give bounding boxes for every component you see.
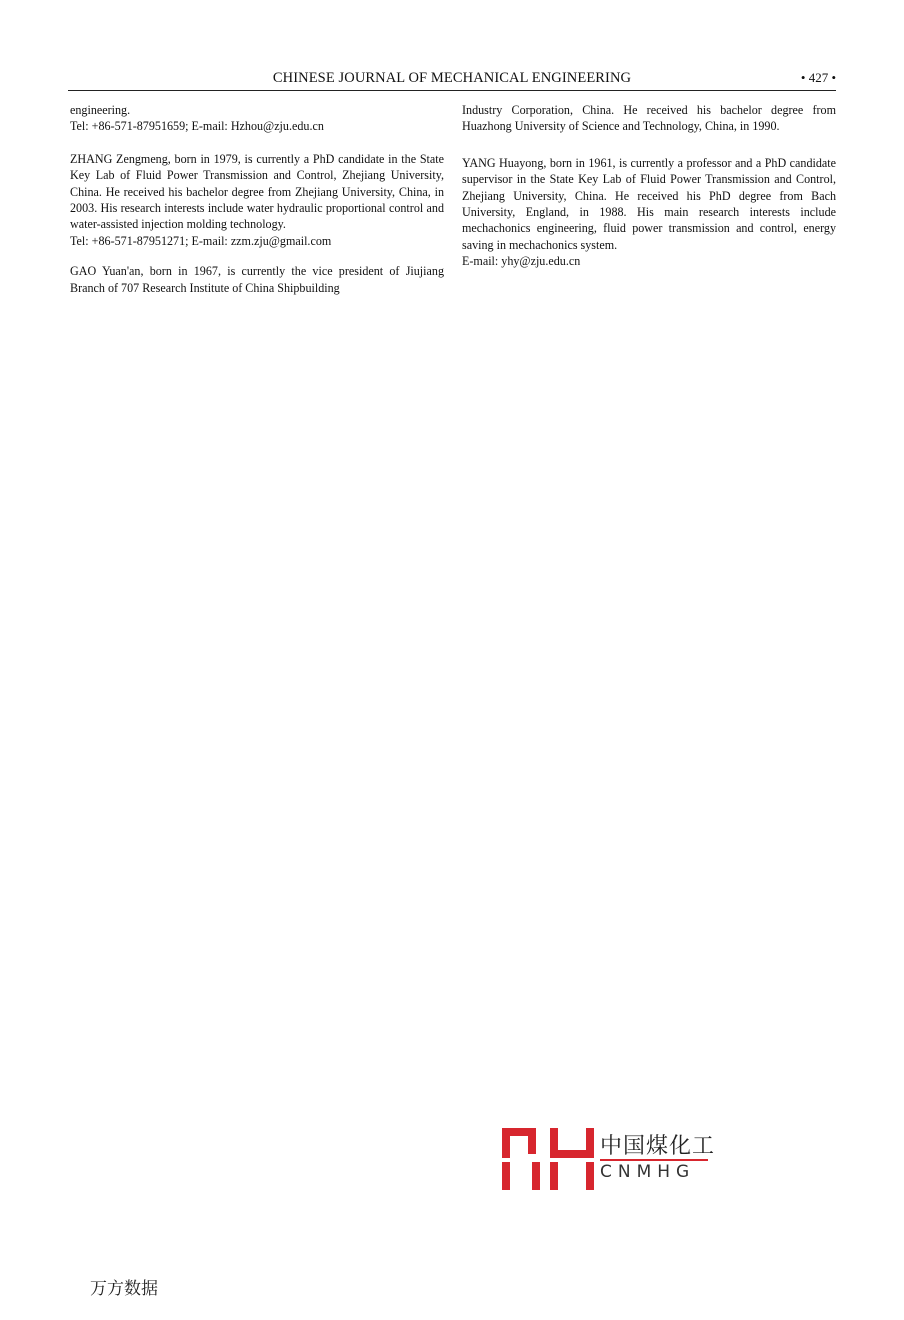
- journal-title: CHINESE JOURNAL OF MECHANICAL ENGINEERING: [272, 70, 632, 86]
- right-paragraph-1: Industry Corporation, China. He received his bachelor degree from Huazhong University of Science and Technology, China, in 1990.: [462, 103, 836, 134]
- mh-logo-mark: [502, 1128, 594, 1190]
- logo-chinese-name: 中国煤化工: [600, 1134, 716, 1159]
- running-header: [68, 70, 836, 91]
- right-paragraph-2: YANG Huayong, born in 1961, is currently a professor and a PhD candidate supervisor in the State Key Lab of Fluid Power Transmission and Control, Zhejiang University, China. He received his PhD degree from Bach University, England, in 1988. His main research interests include mechachonics engineering, fluid power transmission and control, energy saving in mechachonics system. E-mail: yhy@zju.edu.cn: [462, 155, 836, 269]
- right-column: [462, 102, 836, 282]
- left-paragraph-3: GAO Yuan'an, born in 1967, is currently the vice president of Jiujiang Branch of 707 Research Institute of China Shipbuilding: [70, 264, 444, 295]
- left-paragraph-1: engineering. Tel: +86-571-87951659; E-mail: Hzhou@zju.edu.cn: [70, 103, 324, 134]
- left-paragraph-2: ZHANG Zengmeng, born in 1979, is currently a PhD candidate in the State Key Lab of Fluid Power Transmission and Control, Zhejiang University, China. He received his bachelor degree from Zhejiang University, China, in 2003. His research interests include water hydraulic proportional control and water-assisted injection molding technology. Tel: +86-571-87951271; E-mail: zzm.zju@gmail.com: [70, 151, 444, 248]
- watermark-text: 万方数据: [90, 1279, 158, 1299]
- left-column: [70, 102, 444, 308]
- logo-english-name: CNMHG: [600, 1162, 696, 1182]
- publisher-logo: [502, 1128, 716, 1190]
- logo-divider: [600, 1159, 708, 1161]
- page-number: • 427 •: [800, 70, 836, 85]
